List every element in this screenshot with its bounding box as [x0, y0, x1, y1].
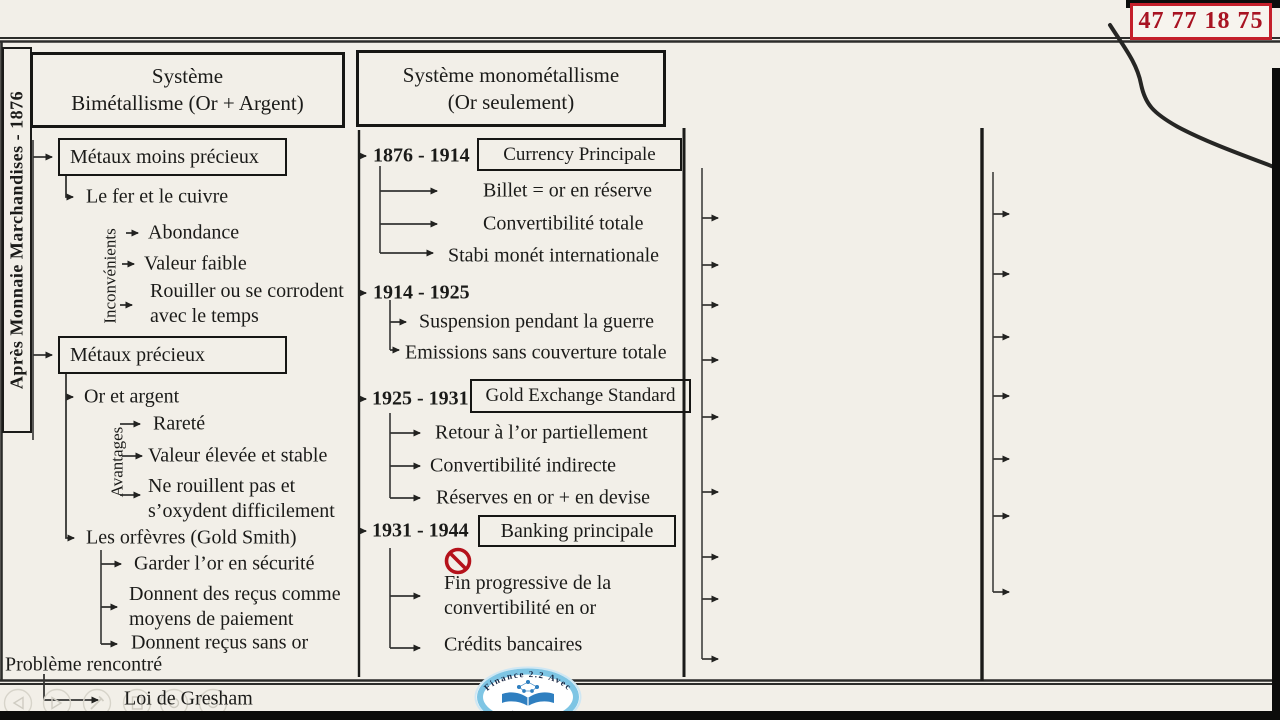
- period-1925-1931-label: 1925 - 1931: [372, 387, 469, 410]
- donnent-recus-label: [129, 582, 341, 632]
- bimetallism-title-line1: Système: [151, 64, 224, 88]
- avantages-label: Avantages: [107, 426, 127, 498]
- valeur-elevee-label: Valeur élevée et stable: [148, 444, 328, 467]
- convertibilite-totale-label: Convertibilité totale: [483, 212, 644, 235]
- ne-rouillent-line1: Ne rouillent pas et: [148, 475, 296, 497]
- inconvenients-label: Inconvénients: [100, 228, 120, 324]
- currency-principale-box: [477, 138, 682, 171]
- ne-rouillent-line2: s’oxydent difficilement: [148, 500, 335, 522]
- gold-exchange-standard-label: Gold Exchange Standard: [485, 385, 676, 406]
- donnent-recus-line1: Donnent des reçus comme: [129, 583, 341, 605]
- metaux-precieux-box: [58, 336, 287, 374]
- rouiller-line1: Rouiller ou se corrodent: [150, 280, 344, 302]
- period-1931-1944-label: 1931 - 1944: [372, 519, 469, 542]
- right-edge-bar: [1272, 68, 1280, 720]
- phone-number-badge: [1130, 3, 1272, 40]
- convertibilite-indirecte-label: Convertibilité indirecte: [430, 454, 617, 477]
- banking-principale-label: Banking principale: [500, 519, 654, 542]
- rarete-label: Rareté: [153, 412, 206, 435]
- bimetallism-header-box: [30, 52, 345, 128]
- logo-text-top: Finance 2.2 Avec: [481, 668, 575, 693]
- recus-sans-or-label: Donnent reçus sans or: [131, 631, 309, 654]
- hand-drawn-curve: [1110, 25, 1280, 170]
- fin-progressive-line1: Fin progressive de la: [444, 572, 612, 594]
- valeur-faible-label: Valeur faible: [144, 252, 247, 275]
- gresham-label: Loi de Gresham: [124, 687, 253, 710]
- or-et-argent-label: Or et argent: [84, 385, 180, 408]
- reserves-label: Réserves en or + en devise: [436, 486, 650, 509]
- billet-label: Billet = or en réserve: [483, 179, 652, 202]
- orfevres-label: Les orfèvres (Gold Smith): [86, 526, 297, 549]
- stabi-label: Stabi monét internationale: [448, 244, 660, 267]
- monometallism-header-box: [356, 50, 666, 127]
- rouiller-line2: avec le temps: [150, 305, 259, 327]
- bottom-bar: [0, 711, 1280, 720]
- retour-or-label: Retour à l’or partiellement: [435, 421, 648, 444]
- credits-bancaires-label: Crédits bancaires: [444, 633, 583, 656]
- empty-column3-connectors: [702, 168, 718, 659]
- prohibition-icon: [447, 550, 470, 573]
- side-label: Après Monnaie Marchandises - 1876: [6, 90, 27, 390]
- monometallism-title-line2: (Or seulement): [447, 89, 575, 114]
- metaux-precieux-label: Métaux précieux: [70, 343, 205, 366]
- period-1876-1914-label: 1876 - 1914: [373, 144, 470, 167]
- ne-rouillent-label: [148, 474, 335, 524]
- bimetallism-tree-connectors: [33, 140, 142, 700]
- fin-progressive-line2: convertibilité en or: [444, 597, 597, 619]
- emissions-label: Emissions sans couverture totale: [405, 341, 667, 364]
- fin-progressive-label: [444, 571, 611, 621]
- monometallism-title-line1: Système monométallisme: [402, 62, 620, 87]
- empty-column4-connectors: [993, 172, 1009, 592]
- rouiller-label: [150, 279, 344, 329]
- abondance-label: Abondance: [148, 221, 240, 244]
- donnent-recus-line2: moyens de paiement: [129, 608, 294, 630]
- garder-or-label: Garder l’or en sécurité: [134, 552, 315, 575]
- banking-principale-box: [478, 515, 676, 547]
- metaux-moins-precieux-label: Métaux moins précieux: [70, 145, 259, 168]
- le-fer-label: Le fer et le cuivre: [86, 185, 229, 208]
- suspension-label: Suspension pendant la guerre: [419, 310, 654, 333]
- gold-exchange-standard-box: [470, 379, 691, 413]
- side-label-box: [2, 47, 32, 433]
- metaux-moins-precieux-box: [58, 138, 287, 176]
- phone-number: 47 77 18 75: [1138, 8, 1264, 34]
- probleme-label: Problème rencontré: [5, 653, 163, 676]
- period-1914-1925-label: 1914 - 1925: [373, 281, 470, 304]
- bimetallism-title-line2: Bimétallisme (Or + Argent): [71, 91, 304, 115]
- currency-principale-label: Currency Principale: [503, 143, 656, 165]
